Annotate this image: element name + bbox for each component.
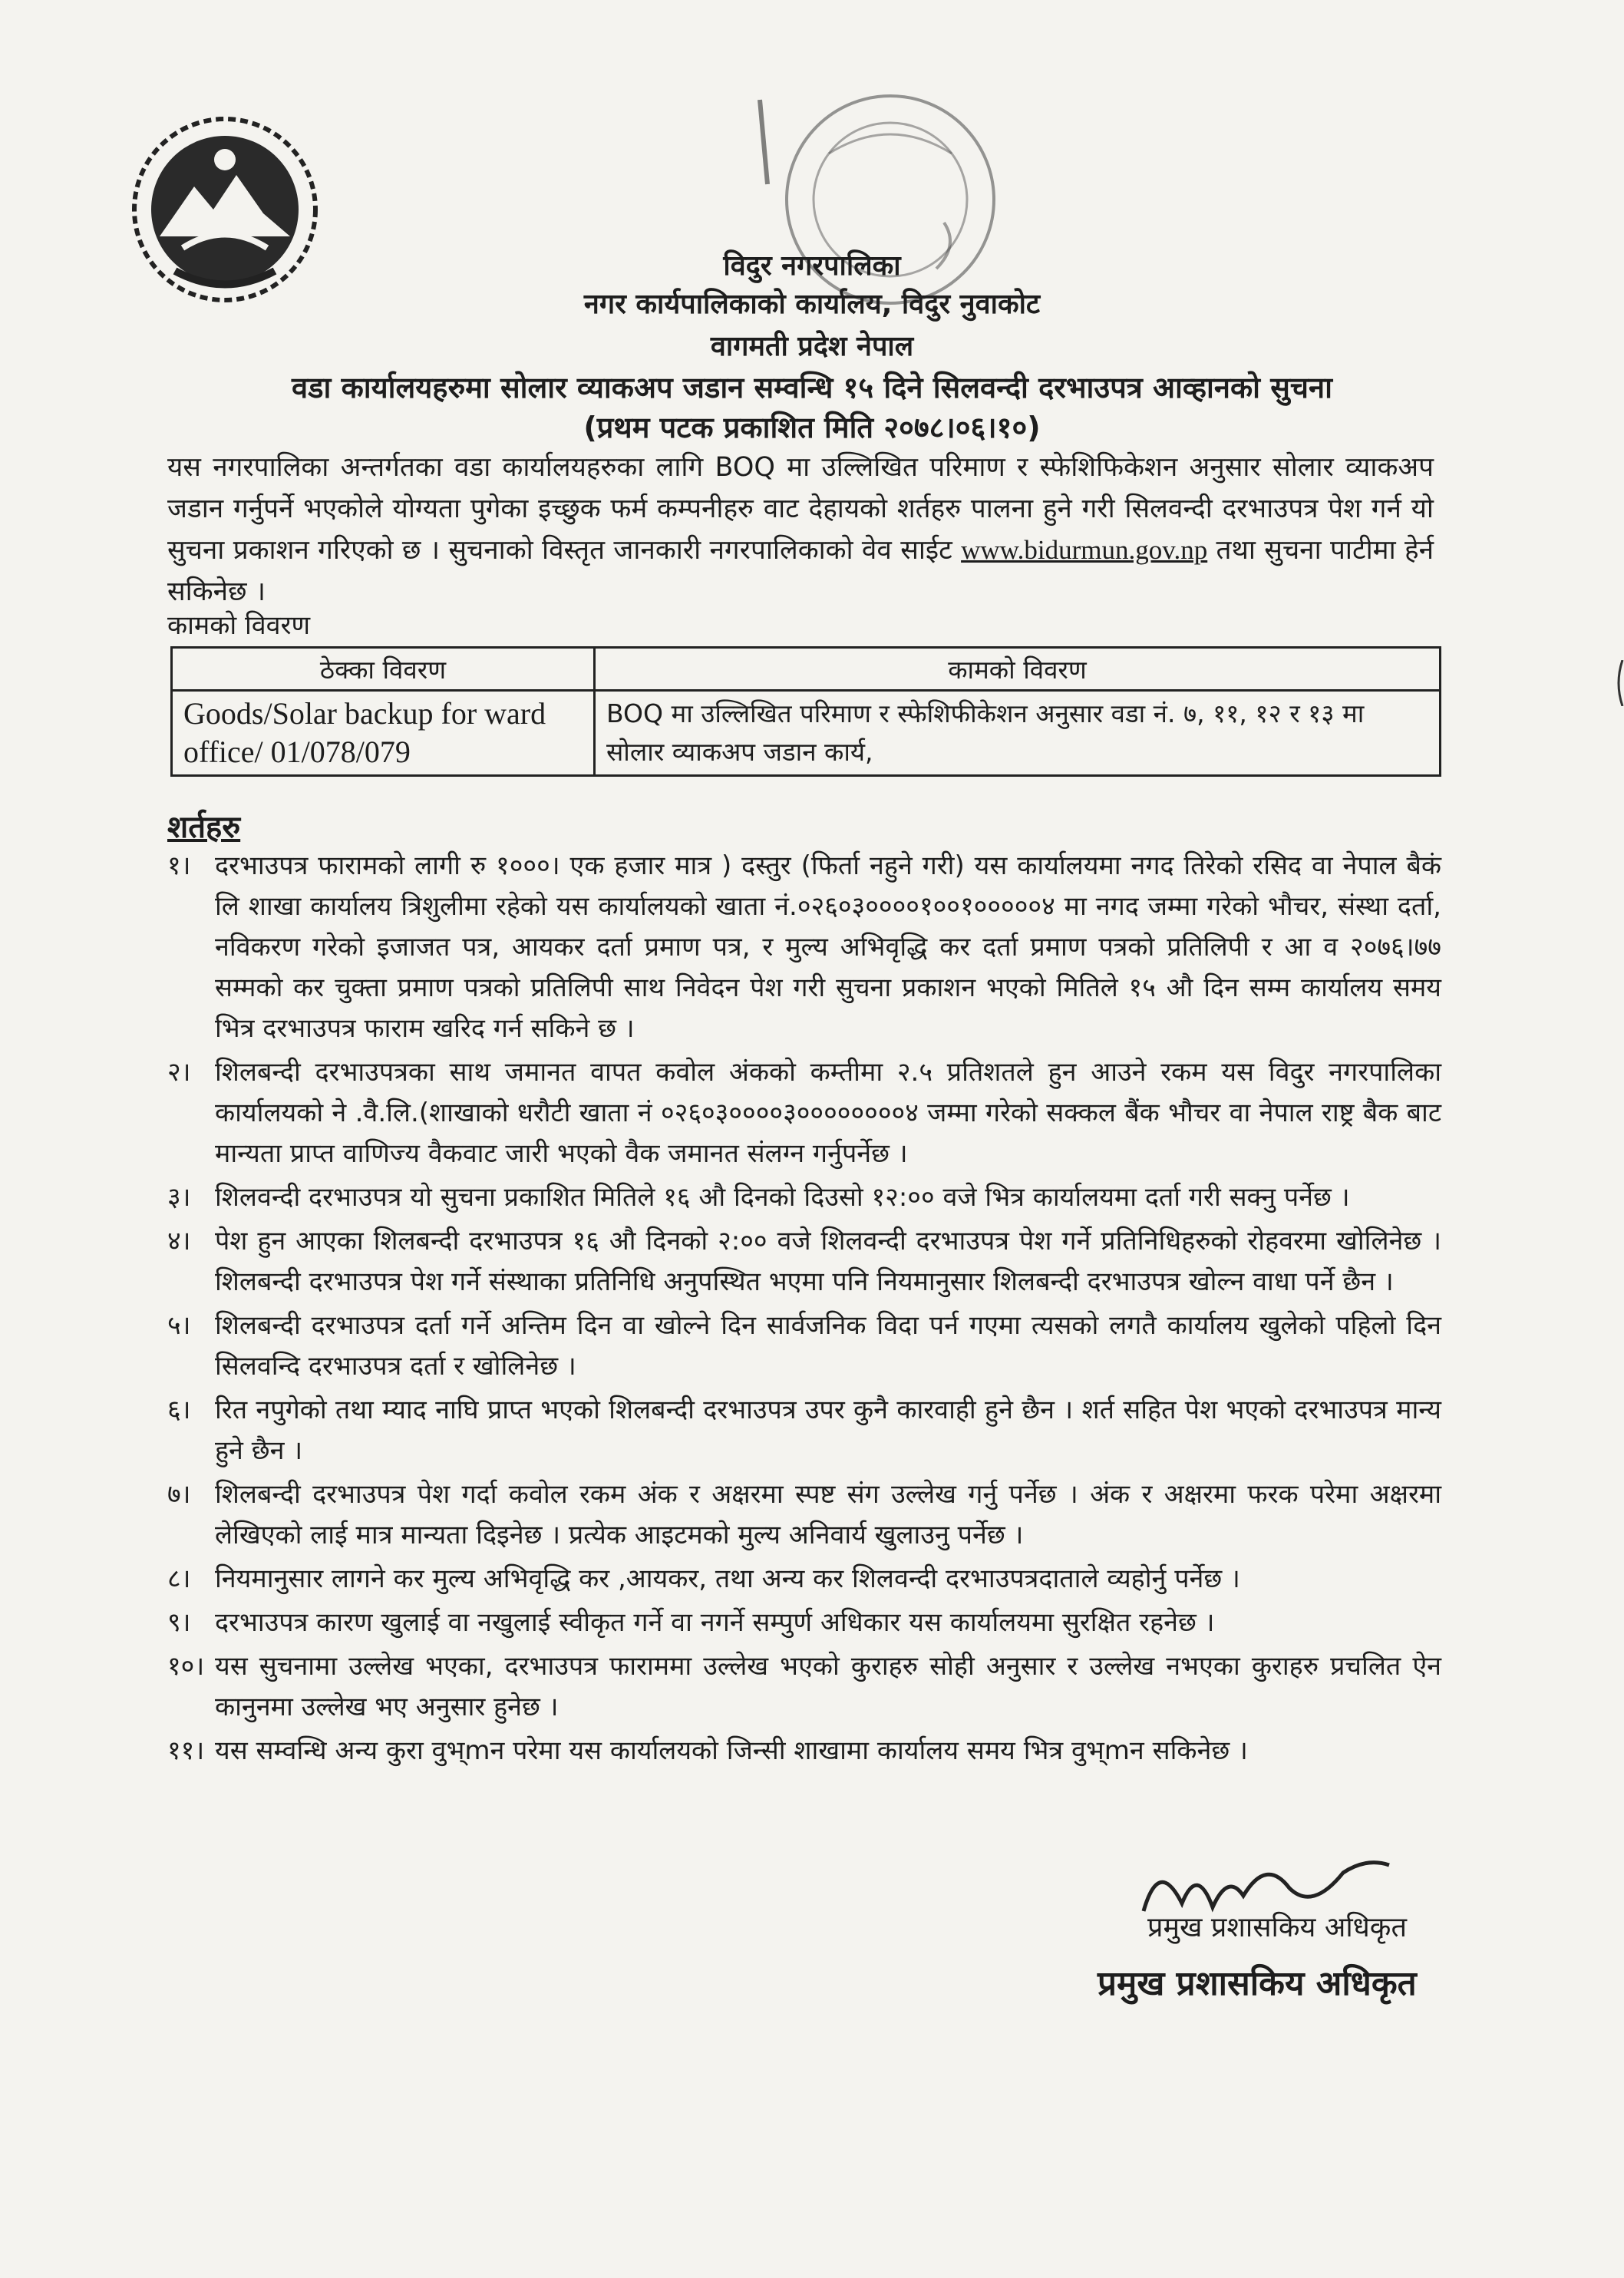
page-edge-mark [1615,660,1624,706]
condition-text: शिलवन्दी दरभाउपत्र यो सुचना प्रकाशित मितिले १६ औ दिनको दिउसो १२:०० वजे भित्र कार्यालयमा दर्ता गरी सक्नु पर्नेछ । [215,1182,1350,1213]
office-name: नगर कार्यपालिकाको कार्यालय, विदुर नुवाकोट [583,289,1041,320]
work-section-heading: कामको विवरण [167,610,311,641]
intro-paragraph [167,447,1434,612]
condition-number: ११। [167,1735,205,1766]
condition-item [167,1221,1441,1302]
condition-item [167,1177,1441,1218]
condition-item [167,1646,1441,1728]
condition-text: यस सुचनामा उल्लेख भएका, दरभाउपत्र फाराममा उल्लेख भएको कुराहरु सोही अनुसार र उल्लेख नभएका कुराहरु प्रचलित ऐन कानुनमा उल्लेख भए अनुसार हुनेछ । [215,1651,1441,1722]
condition-text: शिलबन्दी दरभाउपत्र दर्ता गर्ने अन्तिम दिन वा खोल्ने दिन सार्वजनिक विदा पर्न गएमा त्यसको लगतै कार्यालय खुलेको पहिलो दिन सिलवन्दि दरभाउपत्र दर्ता र खोलिनेछ । [215,1310,1441,1382]
condition-number: २। [167,1057,191,1088]
condition-item [167,846,1441,1049]
condition-number: ७। [167,1479,191,1510]
signatory-stamp: प्रमुख प्रशासकिय अधिकृत [1098,1964,1417,2003]
conditions-list [167,846,1441,1775]
condition-item [167,1731,1441,1771]
condition-text: शिलबन्दी दरभाउपत्र पेश गर्दा कवोल रकम अंक र अक्षरमा स्पष्ट संग उल्लेख गर्नु पर्नेछ । अंक र अक्षरमा फरक परेमा अक्षरमा लेखिएको लाई मात्र मान्यता दिइनेछ । प्रत्येक आइटमको मुल्य अनिवार्य खुलाउनु पर्नेछ । [215,1479,1441,1550]
conditions-heading: शर्तहरु [167,810,241,845]
condition-number: ६। [167,1395,191,1425]
intro-text-end: तथा सुचना पाटीमा हेर्न सकिनेछ । [167,535,1434,607]
condition-text: यस सम्वन्धि अन्य कुरा वुभ्mन परेमा यस कार्यालयको जिन्सी शाखामा कार्यालय समय भित्र वुभ्mन सकिनेछ । [215,1735,1248,1766]
website-link[interactable]: www.bidurmun.gov.np [961,535,1208,565]
municipality-name: विदुर नगरपालिका [723,250,901,282]
condition-number: १०। [167,1651,205,1682]
description-cell: BOQ मा उल्लिखित परिमाण र स्फेशिफीकेशन अनुसार वडा नं. ७, ११, १२ र १३ मा सोलार व्याकअप जडान कार्य, [595,691,1441,776]
condition-item [167,1052,1441,1174]
intro-text: यस नगरपालिका अन्तर्गतका वडा कार्यालयहरुका लागि BOQ मा उल्लिखित परिमाण र स्फेशिफिकेशन अनुसार सोलार व्याकअप जडान गर्नुपर्ने भएकोले योग्यता पुगेका इच्छुक फर्म कम्पनीहरु वाट देहायको शर्तहरु पालना हुने गरी सिलवन्दी दरभाउपत्र पेश गर्न यो सुचना प्रकाशन गरिएको छ । सुचनाको विस्तृत जानकारी नगरपालिकाको वेव साईट [167,452,1434,566]
notice-title: वडा कार्यालयहरुमा सोलार व्याकअप जडान सम्वन्धि १५ दिने सिलवन्दी दरभाउपत्र आव्हानको सुचना [292,371,1332,404]
province-name: वागमती प्रदेश नेपाल [710,331,914,362]
condition-item [167,1390,1441,1471]
condition-number: ५। [167,1310,191,1341]
contract-header: ठेक्का विवरण [172,648,595,691]
condition-item [167,1474,1441,1556]
condition-item [167,1306,1441,1387]
condition-number: ८। [167,1563,191,1594]
publish-date: (प्रथम पटक प्रकाशित मिति २०७८।०६।१०) [583,411,1041,444]
description-header: कामको विवरण [595,648,1441,691]
table-row [172,691,1441,776]
condition-number: १। [167,850,191,881]
condition-text: पेश हुन आएका शिलबन्दी दरभाउपत्र १६ औ दिनको २:०० वजे शिलवन्दी दरभाउपत्र पेश गर्ने प्रतिनिधिहरुको रोहवरमा खोलिनेछ । शिलबन्दी दरभाउपत्र पेश गर्ने संस्थाका प्रतिनिधि अनुपस्थित भएमा पनि नियमानुसार शिलबन्दी दरभाउपत्र खोल्न वाधा पर्ने छैन । [215,1226,1441,1297]
signatory-title: प्रमुख प्रशासकिय अधिकृत [1147,1912,1407,1943]
condition-item [167,1559,1441,1600]
table-header-row [172,648,1441,691]
condition-text: रित नपुगेको तथा म्याद नाघि प्राप्त भएको शिलबन्दी दरभाउपत्र उपर कुनै कारवाही हुने छैन । शर्त सहित पेश भएको दरभाउपत्र मान्य हुने छैन । [215,1395,1441,1466]
condition-text: शिलबन्दी दरभाउपत्रका साथ जमानत वापत कवोल अंकको कम्तीमा २.५ प्रतिशतले हुन आउने रकम यस विदुर नगरपालिका कार्यालयको ने .वै.लि.(शाखाको धरौटी खाता नं ०२६०३००००३००००००००४ जम्मा गरेको सक्कल बैंक भौचर वा नेपाल राष्ट्र बैक बाट मान्यता प्राप्त वाणिज्य वैकवाट जारी भएको वैक जमानत संलग्न गर्नुपर्नेछ । [215,1057,1441,1169]
contract-cell: Goods/Solar backup for ward office/ 01/078/079 [172,691,595,776]
condition-text: दरभाउपत्र फारामको लागी रु १०००। एक हजार मात्र ) दस्तुर (फिर्ता नहुने गरी) यस कार्यालयमा नगद तिरेको रसिद वा नेपाल बैकं लि शाखा कार्यालय त्रिशुलीमा रहेको यस कार्यालयको खाता नं.०२६०३००००१००१०००००४ मा नगद जम्मा गरेको भौचर, संस्था दर्ता, नविकरण गरेको इजाजत पत्र, आयकर दर्ता प्रमाण पत्र, र मुल्य अभिवृद्धि कर दर्ता प्रमाण पत्रको प्रतिलिपी र आ व २०७६।७७ सम्मको कर चुक्ता प्रमाण पत्रको प्रतिलिपी साथ निवेदन पेश गरी सुचना प्रकाशन भएको मितिले १५ औ दिन सम्म कार्यालय समय भित्र दरभाउपत्र फाराम खरिद गर्न सकिने छ । [215,850,1441,1044]
work-table [170,646,1441,777]
condition-number: ४। [167,1226,191,1256]
condition-text: नियमानुसार लागने कर मुल्य अभिवृद्धि कर ,आयकर, तथा अन्य कर शिलवन्दी दरभाउपत्रदाताले व्यहोर्नु पर्नेछ । [215,1563,1240,1594]
condition-number: ९। [167,1607,191,1638]
condition-text: दरभाउपत्र कारण खुलाई वा नखुलाई स्वीकृत गर्ने वा नगर्ने सम्पुर्ण अधिकार यस कार्यालयमा सुरक्षित रहनेछ । [215,1607,1215,1638]
condition-item [167,1603,1441,1643]
condition-number: ३। [167,1182,191,1213]
